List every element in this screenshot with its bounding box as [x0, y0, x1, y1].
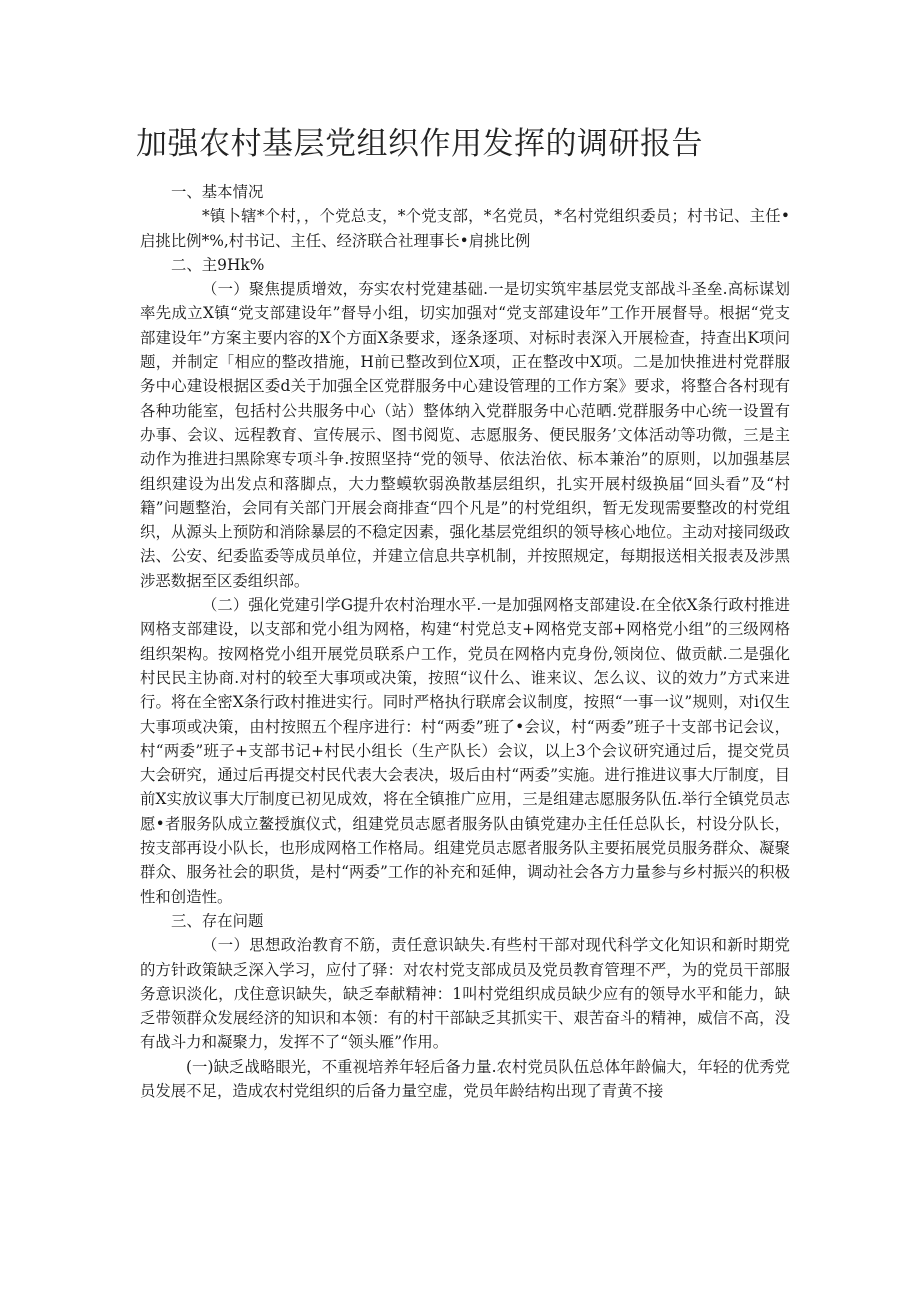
paragraph: (一)缺乏战略眼光，不重视培养年轻后备力量.农村党员队伍总体年龄偏大，年轻的优秀党员发展不足，造成农村党组织的后备力量空虚，党员年龄结构出现了青黄不接	[140, 1057, 790, 1100]
section-heading: 一、基本情况	[171, 183, 264, 201]
paragraph: （一）思想政治教育不筋，责任意识缺失.有些村干部对现代科学文化知识和新时期党的方针政策缺乏深入学习，应付了驿：对农村党支部成员及党员教育管理不严，为的党员干部服务意识淡化，戊住意识缺失，缺乏奉献精神：1叫村党组织成员缺少应有的领导水平和能力，缺乏带领群众发展经济的知识和本领：有的村干部缺乏其抓实干、艰苦奋斗的精神，威信不高，没有战斗力和凝聚力，发挥不了“领头雁”作用。	[140, 936, 790, 1052]
paragraph: （二）强化党建引学G提升农村治理水平.一是加强网格支部建设.在全依X条行政村推进网格支部建设，以支部和党小组为网格，构建“村党总支+网格党支部+网格党小组”的三级网格组织架构。按网格党小组开展党员联系户工作，党员在网格内克身份,领岗位、做贡献.二是强化村民民主协商.对村的较至大事项或决策，按照“议什么、谁来议、怎么议、议的效力”方式来进行。将在全密X条行政村推进实行。同时严格执行联席会议制度，按照“一事一议”规则，对i仅生大事项或决策，由村按照五个程序进行：村“两委”班了•会议，村“两委”班子十支部书记会议，村“两委”班子+支部书记+村民小组长（生产队长）会议，以上3个会议研究通过后，提交党员大会研究，通过后再提交村民代表大会表决，圾后由村“两委”实施。进行推进议事大厅制度，目前X实放议事大厅制度已初见成效，将在全镇推广应用，三是组建志愿服务队伍.举行全镇党员志愿•者服务队成立鳌授旗仪式，组建党员志愿者服务队由镇党建办主任任总队长，村设分队长，按支部再设小队长，也形成网格工作格局。组建党员志愿者服务队主要拓展党员服务群众、凝聚群众、服务社会的职货，是村“两委”工作的补充和延伸，调动社会各方力量参与乡村振兴的积极性和创造性。	[140, 596, 790, 906]
document-body	[140, 180, 790, 1103]
section-heading: 三、存在问题	[171, 911, 264, 930]
section-heading: 二、主9Hk%	[171, 255, 265, 274]
paragraph: *镇卜辖*个村，，个党总支，*个党支部，*名党员，*名村党组织委员；村书记、主任•启挑比例*%,村书记、主任、经济联合社理事长•肩挑比例	[140, 207, 790, 250]
paragraph: （一）聚焦提质增效，夯实农村党建基础.一是切实筑牢基层党支部战斗圣垒.高标谋划率先成立X镇“党支部建设年”督导小组，切实加强对“党支部建设年”工作开展督导。根据“党支部建设年”方案主要内容的X个方面X条要求，逐条逐项、对标时表深入开展检查，持查出K项问题，并制定「相应的整改措施，H前已整改到位X项，正在整改中X项。二是加快推进村党群服务中心建设根据区委d关于加强全区党群服务中心建设管理的工作方案》要求，将整合各村现有各种功能室，包括村公共服务中心（站）整体纳入党群服务中心范晒.党群服务中心统一设置有办事、会议、远程教育、宣传展示、图书阅览、志愿服务、便民服务’文体活动等功微，三是主动作为推进扫黑除寒专项斗争.按照坚持“党的领导、依法治依、标本兼治”的原则，以加强基层组织建设为出发点和落脚点，大力整蟆软弱涣散基层组织，扎实开展村级换届“回头看”及“村籍”问题整治，会同有关部门开展会商排查“四个凡是”的村党组织，暂无发现需要整改的村党组织，从源头上预防和消除暴层的不稳定因素，强化基层党组织的领导核心地位。主动对接同级政法、公安、纪委监委等成员单位，并建立信息共享机制，并按照规定，每期报送相关报表及涉黑涉恶数据至区委组织部。	[140, 280, 790, 590]
document-title: 加强农村基层党组织作用发挥的调研报告	[136, 126, 703, 162]
